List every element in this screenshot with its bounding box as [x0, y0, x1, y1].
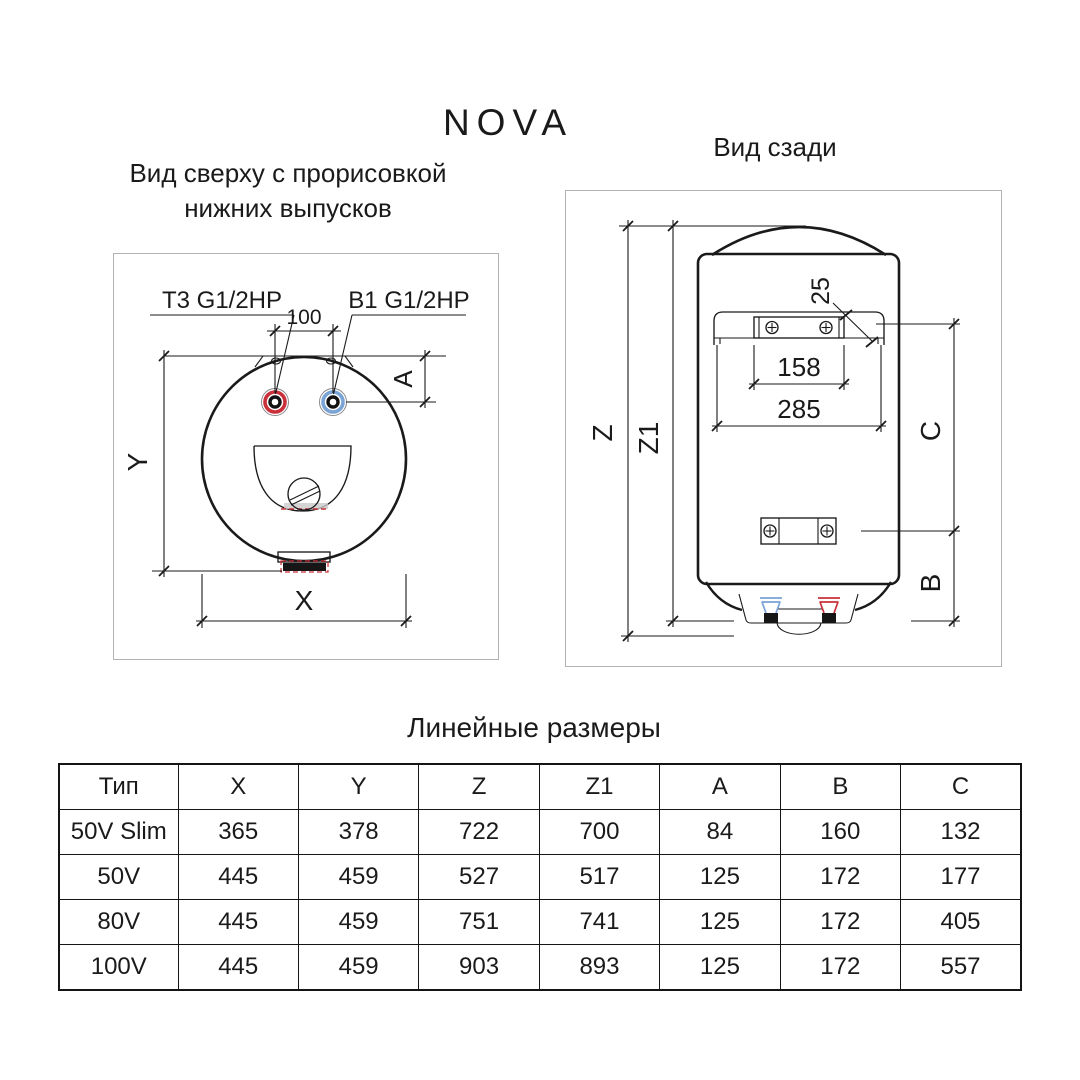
tank-dome	[712, 227, 886, 255]
column-header: Тип	[59, 764, 178, 810]
bracket-depth-dim: 25	[807, 277, 835, 305]
table-header-row	[59, 764, 1021, 810]
table-row	[59, 900, 1021, 945]
dim-z-label: Z	[587, 424, 618, 442]
dimension-value-cell: 557	[901, 945, 1021, 991]
dimension-value-cell: 365	[178, 810, 298, 855]
dimension-value-cell: 172	[780, 855, 900, 900]
dimension-value-cell: 445	[178, 900, 298, 945]
dimension-value-cell: 445	[178, 855, 298, 900]
model-type-cell: 100V	[59, 945, 178, 991]
dimension-value-cell: 893	[539, 945, 659, 991]
dim-b-label: B	[915, 573, 946, 593]
table-row	[59, 945, 1021, 991]
bottom-outlet-block	[278, 552, 330, 572]
table-row	[59, 810, 1021, 855]
hot-port-label: T3 G1/2HP	[161, 287, 283, 314]
dimension-value-cell: 132	[901, 810, 1021, 855]
dimension-value-cell: 741	[539, 900, 659, 945]
lower-mount-bracket	[761, 518, 836, 544]
dimension-value-cell: 160	[780, 810, 900, 855]
hot-pipe	[818, 598, 840, 623]
tank-bottom	[706, 582, 891, 634]
top-view-frame	[113, 253, 499, 660]
column-header: B	[780, 764, 900, 810]
dimension-value-cell: 459	[298, 945, 418, 991]
dimension-lines	[150, 315, 466, 628]
bracket-screw	[820, 322, 832, 334]
dimension-value-cell: 172	[780, 945, 900, 991]
model-type-cell: 50V Slim	[59, 810, 178, 855]
column-header: A	[660, 764, 780, 810]
bracket-screw	[821, 525, 833, 537]
dimensions-table	[58, 763, 1022, 991]
column-header: X	[178, 764, 298, 810]
rear-view-frame	[565, 190, 1002, 667]
tank-outline	[202, 357, 406, 561]
dim-a-label: A	[388, 370, 418, 388]
bracket-screw	[766, 322, 778, 334]
cold-pipe	[760, 598, 782, 623]
rear-view-title: Вид сзади	[713, 132, 837, 162]
dimension-value-cell: 378	[298, 810, 418, 855]
dimension-value-cell: 405	[901, 900, 1021, 945]
bracket-width-dim: 285	[777, 394, 821, 424]
dimension-value-cell: 459	[298, 900, 418, 945]
page-title: NOVA	[442, 102, 574, 143]
dimension-value-cell: 177	[901, 855, 1021, 900]
column-header: Z	[419, 764, 539, 810]
dimension-value-cell: 445	[178, 945, 298, 991]
table-body	[59, 810, 1021, 991]
column-header: C	[901, 764, 1021, 810]
dimension-value-cell: 517	[539, 855, 659, 900]
bottom-cover-detail	[254, 446, 351, 511]
rear-view-drawing	[566, 191, 1001, 666]
dimension-value-cell: 459	[298, 855, 418, 900]
port-spacing-dim: 100	[286, 306, 322, 329]
model-type-cell: 50V	[59, 855, 178, 900]
column-header: Z1	[539, 764, 659, 810]
cold-port-label: B1 G1/2HP	[348, 287, 470, 314]
dimension-value-cell: 125	[660, 855, 780, 900]
model-type-cell: 80V	[59, 900, 178, 945]
column-header: Y	[298, 764, 418, 810]
dimension-value-cell: 172	[780, 900, 900, 945]
bracket-screw	[764, 525, 776, 537]
dimension-value-cell: 84	[660, 810, 780, 855]
top-view-title	[108, 156, 468, 226]
dim-y-label: Y	[122, 452, 153, 472]
dimension-value-cell: 125	[660, 945, 780, 991]
dimension-value-cell: 903	[419, 945, 539, 991]
dimension-value-cell: 700	[539, 810, 659, 855]
top-view-title-line1: Вид сверху с прорисовкой	[129, 158, 447, 188]
dim-x-label: X	[294, 585, 314, 616]
bracket-holes-dim: 158	[777, 352, 821, 382]
dimension-value-cell: 527	[419, 855, 539, 900]
top-view-drawing	[114, 254, 498, 659]
table-title: Линейные размеры	[407, 712, 661, 743]
dimension-value-cell: 125	[660, 900, 780, 945]
dimension-lines	[619, 220, 960, 642]
dim-c-label: C	[915, 420, 946, 442]
top-view-title-line2: нижних выпусков	[184, 193, 392, 223]
dimension-value-cell: 751	[419, 900, 539, 945]
dim-z1-label: Z1	[633, 421, 664, 455]
dimension-value-cell: 722	[419, 810, 539, 855]
table-row	[59, 855, 1021, 900]
